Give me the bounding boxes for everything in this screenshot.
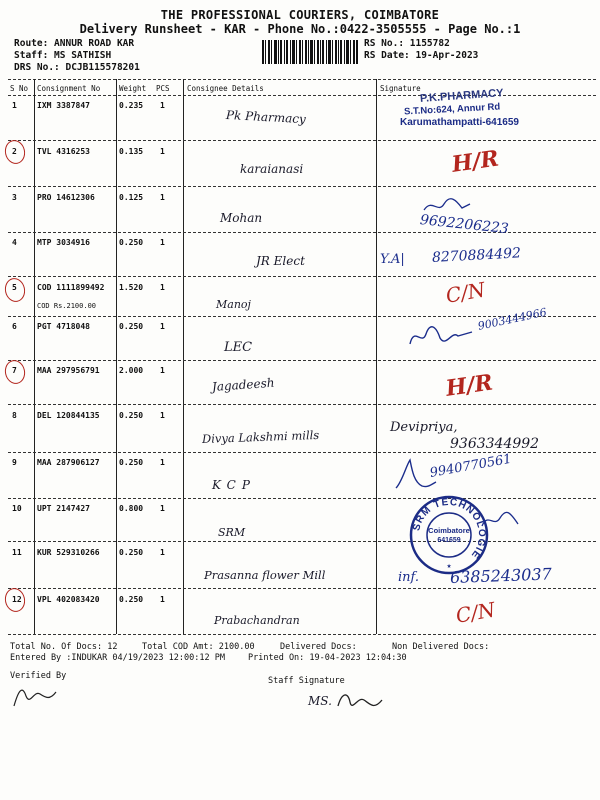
signature-initials: inf.: [398, 570, 420, 585]
consignee-handwriting: Mohan: [220, 211, 263, 225]
rs-number: RS No.: 1155782: [364, 38, 450, 49]
verified-by-label: Verified By: [10, 671, 67, 681]
total-docs: Total No. Of Docs: 12: [10, 642, 118, 652]
row-sno: 1: [12, 101, 17, 110]
delivered-docs: Delivered Docs:: [280, 642, 357, 652]
row-rule: [8, 276, 596, 277]
row-sno: 9: [12, 458, 17, 467]
row-pcs: 1: [160, 101, 165, 110]
consignee-handwriting: Pk Pharmacy: [225, 108, 307, 127]
row-rule: [8, 541, 596, 542]
svg-text:641659: 641659: [437, 537, 461, 544]
printed-on: Printed On: 19-04-2023 12:04:30: [248, 653, 407, 663]
row-consignment: DEL 120844135: [37, 411, 100, 420]
row-consignment: TVL 4316253: [37, 147, 90, 156]
phone-handwriting: 9940770561: [428, 451, 513, 481]
entered-by: Entered By :INDUKAR 04/19/2023 12:00:12 PM: [10, 653, 225, 663]
col-divider: [116, 79, 117, 634]
row-pcs: 1: [160, 595, 165, 604]
svg-text:Coimbatore: Coimbatore: [428, 526, 470, 535]
phone-handwriting: 6385243037: [449, 564, 553, 587]
row-consignment: KUR 529310266: [37, 548, 100, 557]
col-header-consignee: Consignee Details: [187, 84, 264, 93]
col-header-sno: S No: [10, 84, 29, 93]
svg-text:★: ★: [446, 561, 452, 570]
signature-name: Devipriya,: [390, 420, 458, 435]
consignee-handwriting: Divya Lakshmi mills: [201, 427, 320, 446]
consignee-handwriting: JR Elect: [256, 254, 305, 268]
row-pcs: 1: [160, 238, 165, 247]
rs-date: RS Date: 19-Apr-2023: [364, 50, 479, 61]
verified-signature: [12, 682, 58, 710]
company-title: THE PROFESSIONAL COURIERS, COIMBATORE: [160, 8, 440, 22]
row-weight: 1.520: [119, 283, 144, 292]
red-signature-mark: C/N: [453, 597, 498, 628]
row-consignment: IXM 3387847: [37, 101, 90, 110]
col-header-pcs: PCS: [156, 84, 170, 93]
red-signature-mark: C/N: [443, 277, 488, 308]
row-rule: [8, 588, 596, 589]
row-rule: [8, 404, 596, 405]
consignee-handwriting: KCP: [212, 478, 256, 492]
consignee-handwriting: karaianasi: [240, 162, 304, 176]
row-weight: 0.250: [119, 548, 144, 557]
staff-label: Staff: MS SATHISH: [14, 50, 112, 61]
barcode: [262, 40, 358, 64]
consignee-handwriting: Prabachandran: [214, 614, 300, 627]
staff-signature-label: Staff Signature: [268, 676, 345, 686]
row-pcs: 1: [160, 504, 165, 513]
signature-initials: Y.A|: [380, 252, 405, 267]
runsheet-subtitle: Delivery Runsheet - KAR - Phone No.:0422-3505555 - Page No.:1: [79, 22, 521, 36]
row-sno: 12: [12, 595, 22, 604]
signature-scribble: [480, 508, 522, 532]
row-sno: 8: [12, 411, 17, 420]
row-pcs: 1: [160, 366, 165, 375]
row-rule: [8, 186, 596, 187]
phone-handwriting: 9003444966: [476, 305, 548, 333]
phone-handwriting: 9363344992: [450, 436, 540, 452]
staff-signature-scribble: [334, 686, 386, 716]
col-divider: [183, 79, 184, 634]
red-signature-mark: H/R: [444, 369, 495, 402]
row-sno: 11: [12, 548, 22, 557]
consignee-handwriting: SRM: [218, 526, 246, 539]
row-sno: 2: [12, 147, 17, 156]
row-rule: [8, 360, 596, 361]
pharmacy-stamp: P.K.PHARMACY S.T.No:624, Annur Rd Karumathampatti-641659: [400, 87, 519, 128]
row-weight: 2.000: [119, 366, 144, 375]
row-weight: 0.235: [119, 101, 144, 110]
row-weight: 0.125: [119, 193, 144, 202]
consignee-handwriting: Jagadeesh: [211, 375, 275, 394]
row-consignment: PRO 14612306: [37, 193, 95, 202]
row-pcs: 1: [160, 322, 165, 331]
non-delivered-docs: Non Delivered Docs:: [392, 642, 490, 652]
row-weight: 0.250: [119, 595, 144, 604]
drs-number: DRS No.: DCJB115578201: [14, 62, 140, 73]
row-pcs: 1: [160, 283, 165, 292]
cod-amount: COD Rs.2100.00: [37, 302, 97, 310]
phone-handwriting: 9692206223: [419, 212, 510, 238]
row-consignment: PGT 4718048: [37, 322, 90, 331]
route-label: Route: ANNUR ROAD KAR: [14, 38, 135, 49]
row-weight: 0.250: [119, 411, 144, 420]
signature-scribble: [422, 198, 472, 216]
row-consignment: UPT 2147427: [37, 504, 90, 513]
row-weight: 0.135: [119, 147, 144, 156]
row-sno: 3: [12, 193, 17, 202]
row-consignment: VPL 402083420: [37, 595, 100, 604]
row-weight: 0.250: [119, 458, 144, 467]
row-weight: 0.250: [119, 322, 144, 331]
col-divider: [34, 79, 35, 634]
consignee-handwriting: LEC: [224, 340, 253, 355]
col-header-signature: Signature: [380, 84, 421, 93]
row-consignment: COD 1111899492: [37, 283, 105, 292]
col-divider: [376, 79, 377, 634]
signature-scribble: [406, 322, 478, 352]
row-sno: 7: [12, 366, 17, 375]
row-sno: 10: [12, 504, 22, 513]
row-consignment: MAA 297956791: [37, 366, 100, 375]
row-consignment: MTP 3034916: [37, 238, 90, 247]
col-header-weight: Weight: [119, 84, 147, 93]
row-sno: 6: [12, 322, 17, 331]
col-header-consignment: Consignment No: [37, 84, 101, 93]
consignee-handwriting: Manoj: [216, 298, 251, 311]
row-sno: 4: [12, 238, 17, 247]
row-pcs: 1: [160, 193, 165, 202]
table-top-rule: [8, 79, 596, 80]
row-weight: 0.250: [119, 238, 144, 247]
row-rule: [8, 498, 596, 499]
company-round-stamp: [408, 494, 490, 576]
svg-text:SRM TECHNOLOGIE: SRM TECHNOLOGIE: [411, 496, 488, 561]
row-sno: 5: [12, 283, 17, 292]
row-weight: 0.800: [119, 504, 144, 513]
red-signature-mark: H/R: [450, 145, 501, 178]
total-cod-amount: Total COD Amt: 2100.00: [142, 642, 255, 652]
phone-handwriting: 8270884492: [431, 245, 522, 266]
row-pcs: 1: [160, 548, 165, 557]
row-pcs: 1: [160, 458, 165, 467]
staff-sign-name: MS.: [308, 694, 332, 708]
row-rule: [8, 140, 596, 141]
row-consignment: MAA 287906127: [37, 458, 100, 467]
row-pcs: 1: [160, 147, 165, 156]
row-pcs: 1: [160, 411, 165, 420]
table-bottom-rule: [8, 634, 596, 635]
consignee-handwriting: Prasanna flower Mill: [204, 568, 326, 582]
